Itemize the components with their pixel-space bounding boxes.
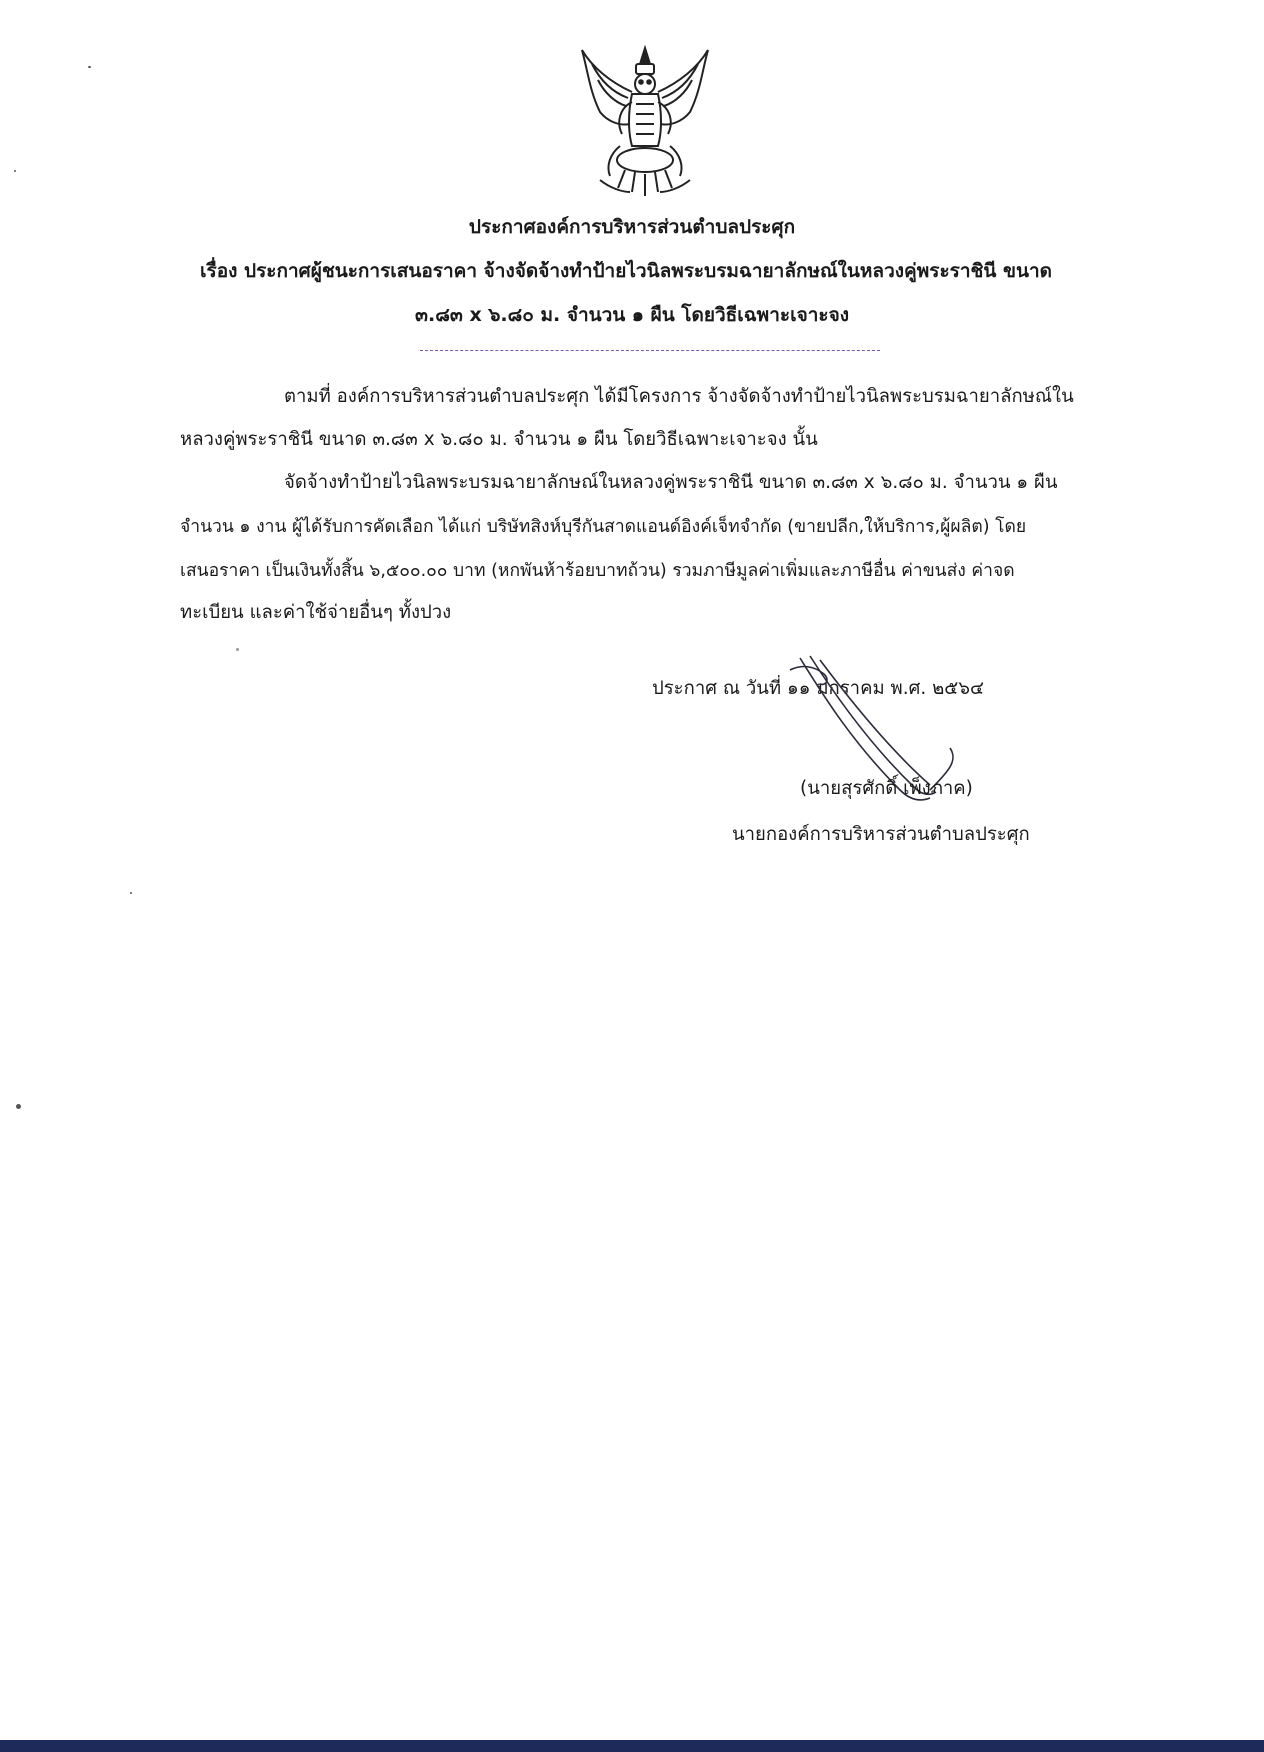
subject-line-2: ๓.๘๓ x ๖.๘๐ ม. จำนวน ๑ ผืน โดยวิธีเฉพาะเจาะจง xyxy=(414,304,849,326)
signatory-position: นายกองค์การบริหารส่วนตำบลประศุก xyxy=(732,824,1030,845)
scan-speck xyxy=(88,66,91,68)
dashed-divider xyxy=(420,350,880,351)
scan-speck xyxy=(14,170,16,172)
org-title: ประกาศองค์การบริหารส่วนตำบลประศุก xyxy=(468,216,796,238)
signatory-name: (นายสุรศักดิ์ เพ็งภาค) xyxy=(800,778,973,799)
scan-speck xyxy=(236,648,239,651)
paragraph-2-line-3: เสนอราคา เป็นเงินทั้งสิ้น ๖,๕๐๐.๐๐ บาท (หกพันห้าร้อยบาทถ้วน) รวมภาษีมูลค่าเพิ่มและภาษีอื่น ค่าขนส่ง ค่าจด xyxy=(180,561,1015,581)
paragraph-2-line-4: ทะเบียน และค่าใช้จ่ายอื่นๆ ทั้งปวง xyxy=(180,602,452,623)
announcement-date: ประกาศ ณ วันที่ ๑๑ มกราคม พ.ศ. ๒๕๖๔ xyxy=(652,678,985,699)
paragraph-2-line-1: จัดจ้างทำป้ายไวนิลพระบรมฉายาลักษณ์ในหลวงคู่พระราชินี ขนาด ๓.๘๓ x ๖.๘๐ ม. จำนวน ๑ ผืน xyxy=(284,472,1058,493)
subject-line-1: เรื่อง ประกาศผู้ชนะการเสนอราคา จ้างจัดจ้างทำป้ายไวนิลพระบรมฉายาลักษณ์ในหลวงคู่พระราชินี ขนาด xyxy=(200,260,1053,282)
paragraph-2-line-2: จำนวน ๑ งาน ผู้ได้รับการคัดเลือก ได้แก่ บริษัทสิงห์บุรีกันสาดแอนด์อิงค์เจ็ทจำกัด (ขายปลีก,ให้บริการ,ผู้ผลิต) โดย xyxy=(180,517,1027,537)
paragraph-1-line-1: ตามที่ องค์การบริหารส่วนตำบลประศุก ได้มีโครงการ จ้างจัดจ้างทำป้ายไวนิลพระบรมฉายาลักษณ์ใน xyxy=(284,386,1074,407)
garuda-emblem-icon xyxy=(570,42,720,202)
scan-speck xyxy=(16,1104,21,1109)
scan-bottom-edge xyxy=(0,1740,1264,1752)
scan-speck xyxy=(130,892,132,894)
paragraph-1-line-2: หลวงคู่พระราชินี ขนาด ๓.๘๓ x ๖.๘๐ ม. จำนวน ๑ ผืน โดยวิธีเฉพาะเจาะจง นั้น xyxy=(180,429,818,450)
